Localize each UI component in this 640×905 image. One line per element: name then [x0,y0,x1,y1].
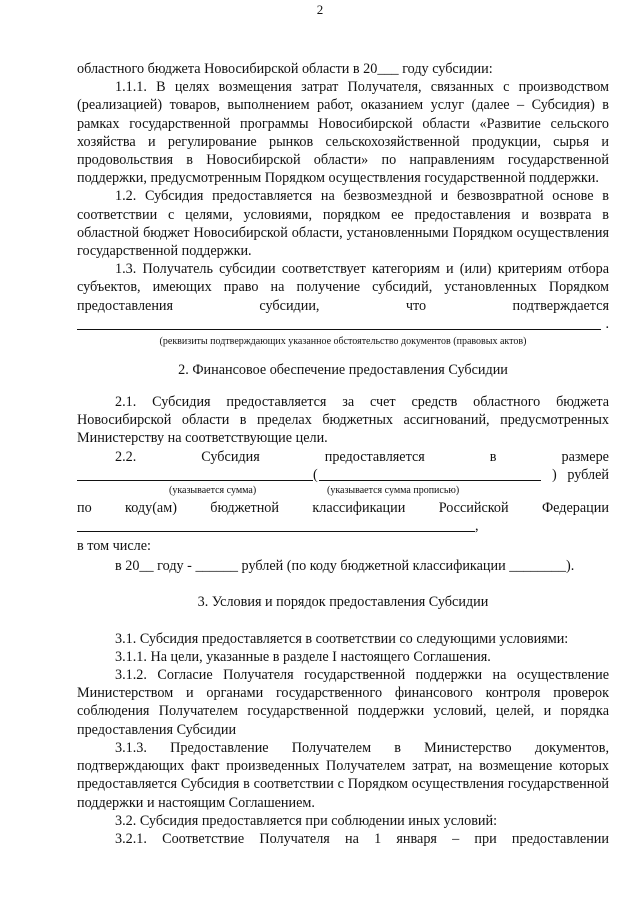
paragraph-3-2-1: 3.2.1. Соответствие Получателя на 1 января – при предоставлении [115,830,609,847]
requisites-end: . [605,315,609,332]
kbk-end: , [475,517,479,534]
requisites-blank-line [77,315,609,333]
paragraph-2-2 [77,448,609,466]
section-3-heading: 3. Условия и порядок предоставления Субсидии [197,594,489,611]
sum-paren-open: ( [313,466,318,483]
paragraph-2-1: 2.1. Субсидия предоставляется за счет средств областного бюджета Новосибирской области в пределах бюджетных ассигнований, предусмотренных Министерству на соответствующие цели. [77,394,609,447]
document-body [77,60,609,848]
kbk-word-3: бюджетной [210,499,279,516]
kbk-word-4: классификации [312,499,406,516]
kbk-word-6: Федерации [541,499,609,516]
note-sum: (указывается сумма) [169,484,257,496]
paragraph-1-3: 1.3. Получатель субсидии соответствует категориям и (или) критериям отбора субъектов, имеющих право на получение субсидий, установленных Порядком предоставления субсидии, что подтверждается [77,261,609,314]
page-number: 2 [316,2,324,17]
kbk-word-2: коду(ам) [125,499,177,516]
paragraph-3-1: 3.1. Субсидия предоставляется в соответствии со следующими условиями: [115,630,569,647]
year-line: в 20__ году - ______ рублей (по коду бюджетной классификации ________). [115,558,575,575]
sum-line [77,466,609,484]
p22-word-5: размере [561,448,609,465]
kbk-word-5: Российской [438,499,509,516]
sum-blank [77,480,313,481]
sum-notes [77,484,609,497]
paragraph-3-1-1: 3.1.1. На цели, указанные в разделе I настоящего Соглашения. [115,648,491,665]
paragraph-3-1-3: 3.1.3. Предоставление Получателем в Министерство документов, подтверждающих факт произведенных Получателем затрат, на возмещение которых предоставляется Субсидия в соответствии с Порядком осуществления государственной поддержки и настоящим Соглашением. [77,739,609,811]
p22-word-1: 2.2. [115,448,137,465]
paragraph-1-2: 1.2. Субсидия предоставляется на безвозмездной и безвозвратной основе в соответствии с целями, условиями, порядком ее предоставления и возврата в областной бюджет Новосибирской области, установленными Порядком осуществления государственной поддержки. [77,188,609,260]
top-line: областного бюджета Новосибирской области в 20___ году субсидии: [77,61,493,77]
note-sum-words: (указывается сумма прописью) [327,484,460,496]
in-total-label: в том числе: [77,538,151,555]
p22-word-4: в [489,448,497,465]
requisites-note: (реквизиты подтверждающих указанное обстоятельство документов (правовых актов) [159,335,527,347]
sum-words-blank [319,480,541,481]
paragraph-3-2: 3.2. Субсидия предоставляется при соблюдении иных условий: [115,812,498,829]
requisites-blank [77,329,601,330]
kbk-blank-line [77,517,609,535]
paragraph-3-1-2: 3.1.2. Согласие Получателя государственной поддержки на осуществление Министерством и органами государственного финансового контроля проверок соблюдения Получателем государственной поддержки условий, целей, и порядка предоставления Субсидии [77,667,609,738]
p22-word-2: Субсидия [201,448,260,465]
p22-word-3: предоставляется [324,448,425,465]
section-2-heading: 2. Финансовое обеспечение предоставления Субсидии [178,361,508,378]
paragraph-1-1-1: 1.1.1. В целях возмещения затрат Получателя, связанных с производством (реализацией) товаров, выполнением работ, оказанием услуг (далее – Субсидия) в рамках государственной программы Новосибирской области «Развитие сельского хозяйства и регулирование рынков сельскохозяйственной продукции, сырья и продовольствия в Новосибирской области» по направлениям государственной поддержки, предусмотренным Порядком осуществления государственной поддержки. [77,79,609,187]
kbk-blank [77,531,475,532]
kbk-word-1: по [77,499,92,516]
kbk-line [77,499,609,517]
sum-rubles: ) рублей [551,466,609,483]
